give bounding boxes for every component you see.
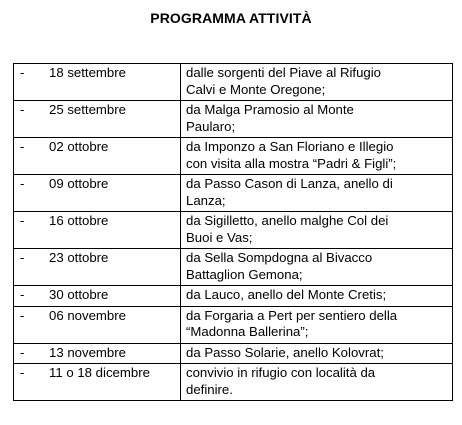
activity-description-line: da Passo Cason di Lanza, anello di <box>186 176 393 191</box>
table-row <box>14 364 453 401</box>
description-cell <box>181 364 453 401</box>
description-cell <box>181 306 453 343</box>
list-dash: - <box>20 139 25 154</box>
description-cell <box>181 101 453 138</box>
activity-description-line: da Passo Solarie, anello Kolovrat; <box>186 344 384 360</box>
description-cell <box>181 212 453 249</box>
table-row <box>14 306 453 343</box>
list-dash: - <box>20 287 25 302</box>
activity-date: 09 ottobre <box>49 176 109 191</box>
table-row <box>14 286 453 307</box>
description-cell <box>181 343 453 364</box>
activity-description-line: da Imponzo a San Floriano e Illegio <box>186 139 394 154</box>
activity-description-line: da Forgaria a Pert per sentiero della <box>186 307 398 323</box>
activity-date: 25 settembre <box>49 102 126 117</box>
date-cell <box>14 64 181 101</box>
description-cell <box>181 175 453 212</box>
activity-description-line: con visita alla mostra “Padri & Figli”; <box>186 155 397 171</box>
list-dash: - <box>20 344 25 360</box>
list-dash: - <box>20 307 25 323</box>
table-row <box>14 101 453 138</box>
list-dash: - <box>20 65 25 80</box>
activity-description-line: Paularo; <box>186 118 236 134</box>
activity-description-line: Battaglion Gemona; <box>186 266 303 282</box>
activity-date: 30 ottobre <box>49 287 109 302</box>
activity-description-line: dalle sorgenti del Piave al Rifugio <box>186 65 381 80</box>
activity-date: 13 novembre <box>49 344 126 360</box>
activity-table <box>13 63 453 401</box>
date-cell <box>14 212 181 249</box>
description-cell <box>181 64 453 101</box>
activity-date: 06 novembre <box>49 307 126 323</box>
activity-description-line: Lanza; <box>186 192 226 208</box>
date-cell <box>14 101 181 138</box>
list-dash: - <box>20 365 25 380</box>
activity-description-line: da Sella Sompdogna al Bivacco <box>186 250 373 265</box>
table-row <box>14 175 453 212</box>
activity-date: 18 settembre <box>49 65 126 80</box>
activity-description-line: definire. <box>186 381 233 397</box>
activity-description-line: da Lauco, anello del Monte Cretis; <box>186 287 387 302</box>
table-row <box>14 64 453 101</box>
list-dash: - <box>20 250 25 265</box>
date-cell <box>14 364 181 401</box>
date-cell <box>14 249 181 286</box>
activity-date: 16 ottobre <box>49 213 109 228</box>
table-row <box>14 138 453 175</box>
activity-description-line: da Malga Pramosio al Monte <box>186 102 354 117</box>
list-dash: - <box>20 102 25 117</box>
activity-date: 23 ottobre <box>49 250 109 265</box>
date-cell <box>14 175 181 212</box>
list-dash: - <box>20 213 25 228</box>
page-title: PROGRAMMA ATTIVITÀ <box>150 10 312 26</box>
table-row <box>14 249 453 286</box>
description-cell <box>181 138 453 175</box>
description-cell <box>181 249 453 286</box>
date-cell <box>14 306 181 343</box>
activity-date: 02 ottobre <box>49 139 109 154</box>
activity-description-line: convivio in rifugio con località da <box>186 365 376 380</box>
activity-description-line: da Sigilletto, anello malghe Col dei <box>186 213 389 228</box>
activity-description-line: “Madonna Ballerina”; <box>186 324 309 339</box>
description-cell <box>181 286 453 307</box>
table-row <box>14 212 453 249</box>
list-dash: - <box>20 176 25 191</box>
activity-description-line: Calvi e Monte Oregone; <box>186 81 326 97</box>
table-row <box>14 343 453 364</box>
date-cell <box>14 343 181 364</box>
activity-date: 11 o 18 dicembre <box>49 365 150 380</box>
date-cell <box>14 138 181 175</box>
activity-description-line: Buoi e Vas; <box>186 229 253 245</box>
date-cell <box>14 286 181 307</box>
